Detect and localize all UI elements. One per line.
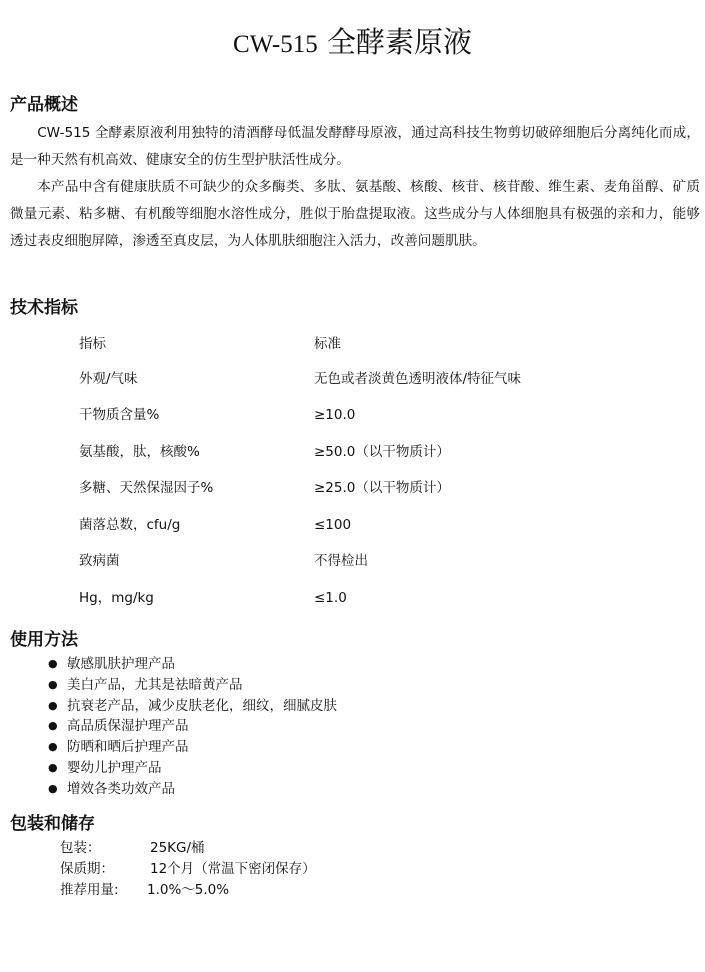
usage-item-text: 防晒和晒后护理产品	[67, 739, 189, 756]
spec-standard: ≥25.0（以干物质计）	[314, 480, 450, 496]
table-row	[0, 442, 705, 462]
spec-item: 外观/气味	[79, 371, 138, 387]
table-row	[0, 515, 705, 535]
list-item	[0, 696, 705, 717]
usage-item-text: 敏感肌肤护理产品	[67, 656, 175, 672]
bullet-icon: ●	[48, 677, 58, 691]
usage-item-text: 抗衰老产品，减少皮肤老化，细纹，细腻皮肤	[67, 697, 337, 714]
document-title	[0, 22, 705, 65]
packaging-row	[0, 838, 705, 858]
table-row	[0, 551, 705, 571]
list-item	[0, 758, 705, 779]
spec-item: 菌落总数，cfu/g	[79, 517, 181, 533]
product-name: 全酵素原液	[326, 25, 472, 59]
specs-header-standard: 标准	[314, 336, 341, 352]
usage-item-text: 婴幼儿护理产品	[67, 759, 162, 776]
usage-item-text: 美白产品，尤其是祛暗黄产品	[67, 676, 243, 693]
list-item	[0, 716, 705, 737]
product-code: CW-515	[233, 31, 318, 58]
bullet-icon: ●	[48, 657, 58, 670]
spec-item: 氨基酸，肽，核酸%	[79, 444, 200, 460]
packaging-label: 包装：	[60, 840, 101, 856]
bullet-icon: ●	[48, 719, 58, 733]
usage-heading: 使用方法	[10, 630, 78, 650]
shelf-life-label: 保质期：	[60, 861, 114, 877]
spec-item: 致病菌	[79, 553, 120, 569]
dosage-label: 推荐用量:	[60, 882, 119, 898]
specs-header-row	[0, 334, 705, 354]
shelf-life-value: 12个月（常温下密闭保存）	[150, 861, 316, 877]
spec-item: 干物质含量%	[79, 407, 160, 423]
list-item	[0, 737, 705, 758]
spec-item: 多糖、天然保湿因子%	[79, 480, 214, 496]
packaging-heading: 包装和储存	[10, 814, 95, 834]
usage-item-text: 高品质保湿护理产品	[67, 718, 189, 735]
dosage-value: 1.0%～5.0%	[147, 882, 230, 898]
spec-standard: ≥50.0（以干物质计）	[314, 444, 450, 460]
bullet-icon: ●	[48, 740, 58, 754]
usage-item-text: 增效各类功效产品	[67, 780, 175, 797]
overview-paragraph-2: 本产品中含有健康肤质不可缺少的众多酶类、多肽、氨基酸、核酸、核苷、核苷酸、维生素、麦角甾醇、矿质微量元素、粘多糖、有机酸等细胞水溶性成分，胜似于胎盘提取液。这些成分与人体细胞具有极强的亲和力，能够透过表皮细胞屏障，渗透至真皮层，为人体肌肤细胞注入活力，改善问题肌肤。	[10, 179, 700, 249]
specs-heading: 技术指标	[10, 298, 78, 318]
shelf-life-row	[0, 859, 705, 879]
spec-standard: 不得检出	[314, 553, 368, 569]
usage-list	[0, 654, 705, 800]
bullet-icon: ●	[48, 698, 58, 712]
overview-heading: 产品概述	[10, 95, 78, 115]
list-item	[0, 779, 705, 800]
spec-standard: 无色或者淡黄色透明液体/特征气味	[314, 371, 522, 387]
bullet-icon: ●	[48, 760, 58, 774]
packaging-value: 25KG/桶	[150, 840, 205, 856]
spec-standard: ≤1.0	[314, 590, 347, 606]
dosage-row	[0, 880, 705, 900]
specs-header-item: 指标	[79, 336, 106, 352]
spec-item: Hg，mg/kg	[79, 590, 154, 606]
overview-paragraph-1: CW-515 全酵素原液利用独特的清酒酵母低温发酵酵母原液，通过高科技生物剪切破碎细胞后分离纯化而成，是一种天然有机高效、健康安全的仿生型护肤活性成分。	[10, 125, 700, 168]
spec-standard: ≤100	[314, 517, 352, 533]
list-item	[0, 675, 705, 696]
spec-standard: ≥10.0	[314, 407, 356, 423]
table-row	[0, 588, 705, 608]
bullet-icon: ●	[48, 781, 58, 795]
table-row	[0, 369, 705, 389]
table-row	[0, 478, 705, 498]
list-item	[0, 654, 705, 675]
table-row	[0, 405, 705, 425]
